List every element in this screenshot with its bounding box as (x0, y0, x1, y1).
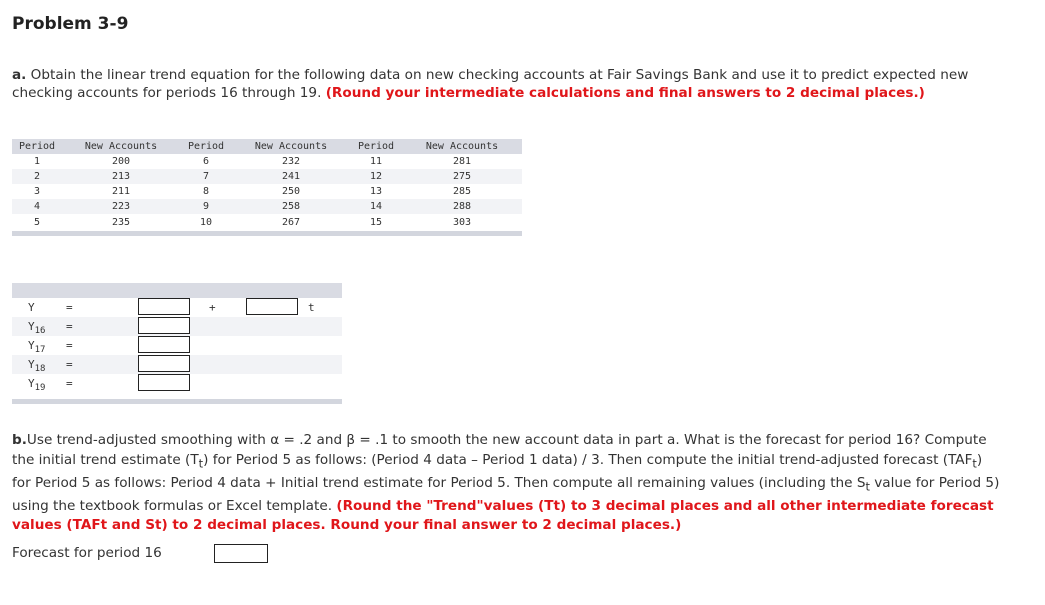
trend-equation-row (12, 298, 342, 317)
header-new-accounts-2: New Accounts (232, 139, 350, 154)
table-cell: 6 (202, 156, 210, 167)
y19-label: $Y_{19}$ (28, 377, 46, 394)
y17-input[interactable] (138, 336, 190, 353)
part-b-text-1: Use trend-adjusted smoothing with α = .2 and β = .1 to smooth the new account data in part a. What is the forecast for period 16? Compute the initial trend estimate (T (12, 432, 987, 468)
prediction-row-19 (12, 374, 342, 393)
y19-input[interactable] (138, 374, 190, 391)
table-row (12, 214, 522, 234)
equals-sign: = (66, 339, 73, 352)
table-cell: 235 (62, 214, 180, 234)
part-b-rounding-note: (Round the "Trend"values (Tt) to 3 decimal places and all other intermediate forecast values (TAFt and St) to 2 decimal places. Round your final answer to 2 decimal places.) (12, 497, 994, 534)
table-cell: 13 (369, 186, 383, 197)
forecast-period-16-label: Forecast for period 16 (12, 545, 162, 561)
y16-input[interactable] (138, 317, 190, 334)
forecast-period-16-input[interactable] (214, 544, 268, 563)
part-b-text-2: ) for Period 5 as follows: (Period 4 data – Period 1 data) / 3. Then compute the initial trend-adjusted forecast (TAF (203, 451, 973, 468)
header-new-accounts-1: New Accounts (62, 139, 180, 154)
table-cell: 281 (452, 156, 472, 167)
table-cell: 258 (232, 199, 350, 214)
prediction-row-17 (12, 336, 342, 355)
table-cell: 1 (33, 156, 41, 167)
table-cell: 9 (180, 199, 232, 214)
part-a-prompt (12, 66, 1002, 102)
table-cell: 5 (12, 214, 62, 234)
part-a-rounding-note: (Round your intermediate calculations and final answers to 2 decimal places.) (325, 85, 925, 101)
table-cell: 3 (33, 186, 41, 197)
intercept-input[interactable] (138, 298, 190, 315)
table-row (12, 169, 522, 184)
table-cell: 267 (232, 214, 350, 234)
equals-sign: = (66, 377, 73, 390)
table-cell: 223 (62, 199, 180, 214)
table-cell: 7 (180, 169, 232, 184)
equals-sign: = (66, 320, 73, 333)
slope-input[interactable] (246, 298, 298, 315)
table-cell: 15 (350, 214, 402, 234)
prediction-row-16 (12, 317, 342, 336)
equation-header-bar (12, 283, 342, 298)
table-row (12, 184, 522, 199)
table-cell: 213 (62, 169, 180, 184)
header-new-accounts-3: New Accounts (402, 139, 522, 154)
table-cell: 288 (402, 199, 522, 214)
equation-footer-bar (12, 399, 342, 404)
part-b-text-3: ) for Period 5 as follows: Period 4 data + Initial trend estimate for Period 5. Then compute all remaining values (including the S (12, 451, 983, 491)
table-cell: 12 (350, 169, 402, 184)
part-b-prompt: b.Use trend-adjusted smoothing with α = .2 and β = .1 to smooth the new account data in part a. What is the forecast for period 16? Compute the initial trend estimate $(T_t)$ for Period 5 as follows: (Period 4 data – Period 1 data) / 3. Then compute the initial trend-adjusted forecast $(TAF_t)$ for Period 5 as follows: Period 4 data + Initial trend estimate for Period 5. Then compute all remaining values (including the $S_t$ value for Period 5) using the textbook formulas or Excel template. (Round the "Trend"values (Tt) to 3 decimal places and all other intermediate forecast values (TAFt and St) to 2 decimal places. Round your final answer to 2 decimal places.) (12, 432, 1000, 534)
plus-sign: + (209, 301, 216, 314)
equals-sign: = (66, 358, 73, 371)
table-cell: 250 (281, 186, 301, 197)
table-cell: 285 (452, 186, 472, 197)
table-cell: 8 (202, 186, 210, 197)
part-b-text-4: value for Period 5) using the textbook formulas or Excel template. (12, 474, 1000, 514)
prediction-row-18 (12, 355, 342, 374)
table-cell: 303 (402, 214, 522, 234)
table-cell: 211 (111, 186, 131, 197)
table-row (12, 154, 522, 169)
t-label: t (308, 301, 315, 314)
y18-label: $Y_{18}$ (28, 358, 46, 375)
y-label: Y (28, 301, 35, 314)
accounts-data-table (12, 139, 522, 236)
header-period-3: Period (350, 139, 402, 154)
part-a-text: Obtain the linear trend equation for the following data on new checking accounts at Fair Savings Bank and use it to predict expected new checking accounts for periods 16 through 19. (12, 67, 969, 101)
y17-label: $Y_{17}$ (28, 339, 46, 356)
table-header-row (12, 139, 522, 154)
part-b-label: b. (12, 432, 27, 448)
part-a-label: a. (12, 67, 27, 83)
y18-input[interactable] (138, 355, 190, 372)
table-cell: 232 (281, 156, 301, 167)
header-period-2: Period (180, 139, 232, 154)
table-cell: 241 (232, 169, 350, 184)
table-cell: 4 (12, 199, 62, 214)
y16-label: $Y_{16}$ (28, 320, 46, 337)
table-cell: 11 (369, 156, 383, 167)
table-cell: 200 (111, 156, 131, 167)
problem-title: Problem 3-9 (12, 14, 129, 34)
trend-equation-block (12, 283, 342, 405)
table-cell: 14 (350, 199, 402, 214)
table-cell: 2 (12, 169, 62, 184)
table-row (12, 199, 522, 214)
equals-sign: = (66, 301, 73, 314)
header-period-1: Period (12, 139, 62, 154)
table-cell: 10 (180, 214, 232, 234)
table-cell: 275 (402, 169, 522, 184)
